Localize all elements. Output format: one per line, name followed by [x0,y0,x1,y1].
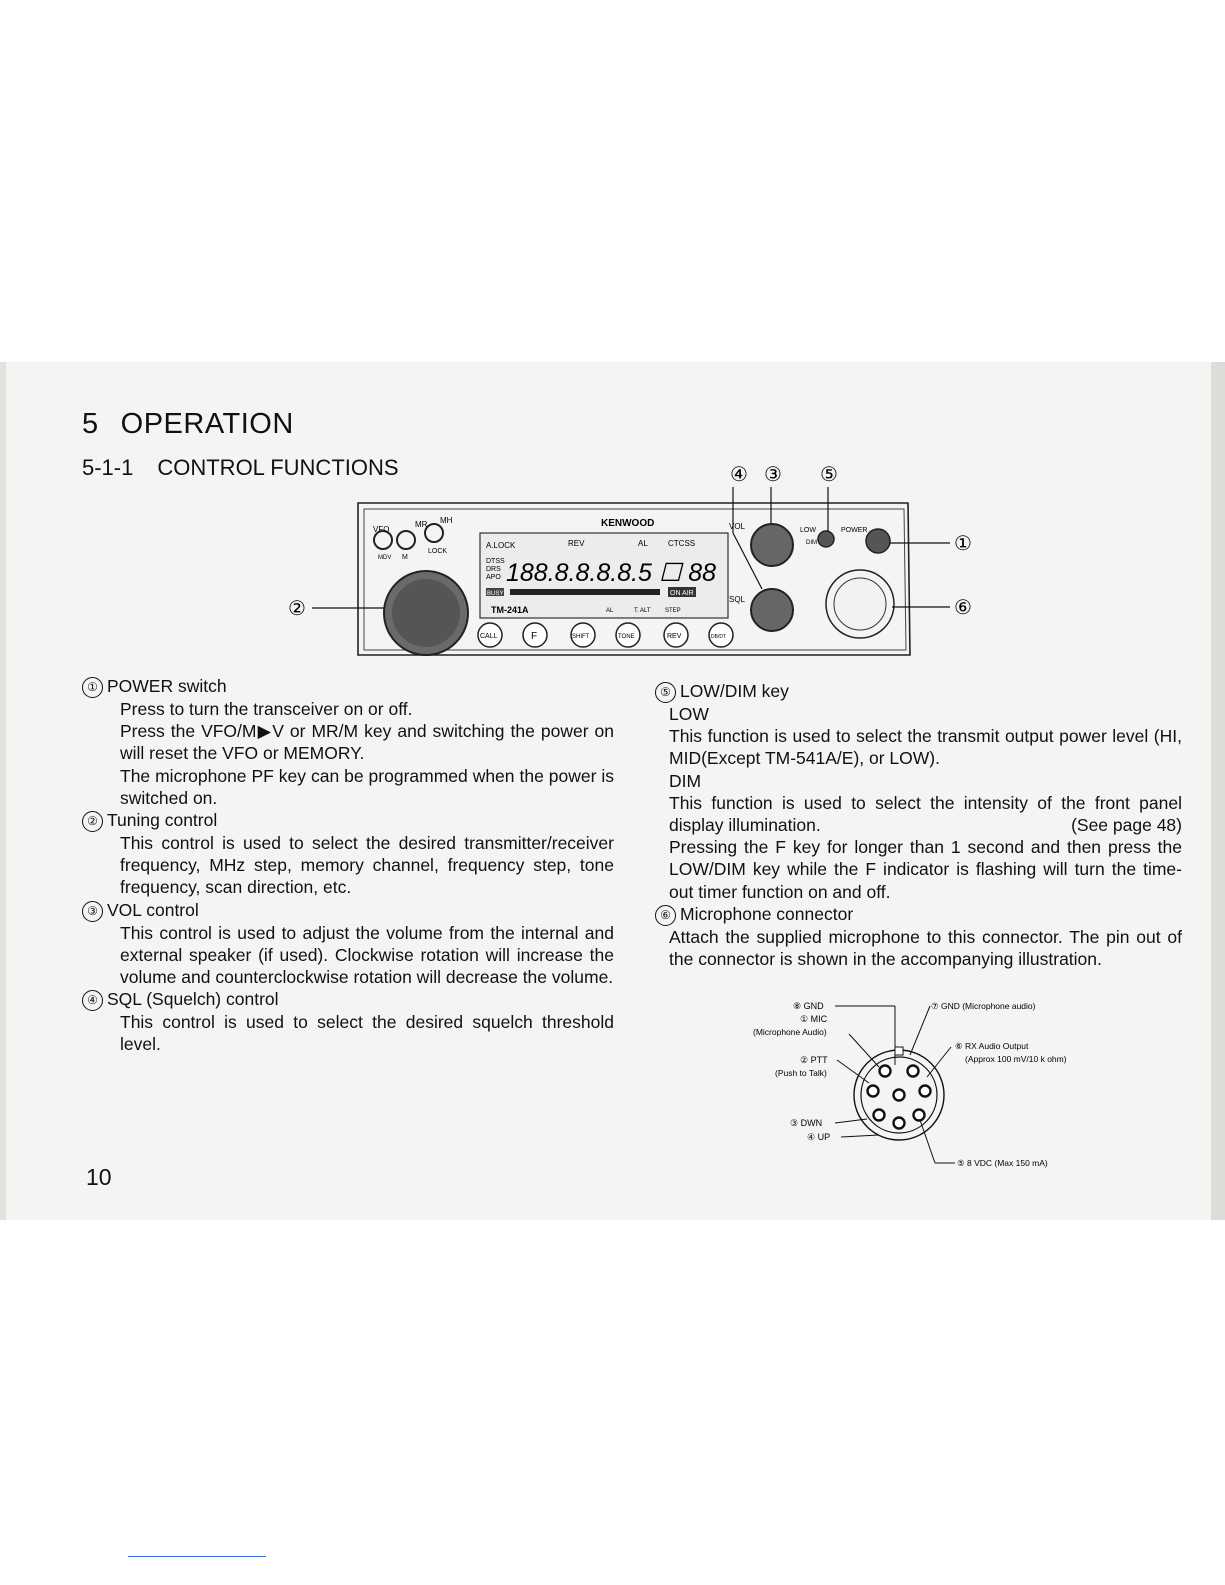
item-number: ⑥ [655,905,676,926]
model-label: TM-241A [491,605,529,615]
sql-knob [751,589,793,631]
item-text: This function is used to select the transmit output power level (HI, MID(Except TM-541A/E), or LOW). [669,726,1182,769]
vol-knob [751,524,793,566]
item-vol-control [82,899,614,922]
s-meter-bar [510,589,660,595]
low-dim-key [818,531,834,547]
item-text: Attach the supplied microphone to this connector. The pin out of the connector is shown in the accompanying illustration. [669,926,1182,970]
item-title: VOL control [107,899,199,920]
lcd-dtss: DTSS [486,558,505,565]
callout-2: ② [288,598,306,620]
item-tuning-control [82,809,614,832]
section-title: OPERATION [120,408,294,440]
tuning-knob-center [392,579,460,647]
power-label: POWER [841,527,868,534]
item-title: LOW/DIM key [680,681,789,701]
section-heading [82,408,294,441]
shift-key-label: SHIFT [572,634,590,640]
lcd-digits: 188.8.8.8.8.5 ☐ 88 [506,559,717,587]
call-key-label: CALL [480,633,498,640]
dbdt-key-label: DB/DT [711,634,726,640]
bottom-underline [128,1556,266,1557]
item-text: Press to turn the transceiver on or off. [120,699,413,719]
power-switch [866,529,890,553]
item-number: ③ [82,901,103,922]
pin-label-8vdc: ⑤ 8 VDC (Max 150 mA) [957,1158,1048,1168]
pin-label-rx-audio: ⑥ RX Audio Output [955,1041,1029,1051]
pin-label-up: ④ UP [807,1132,831,1142]
dim-label: DIM [806,540,817,546]
pin-label-ptt-desc: (Push to Talk) [775,1068,827,1078]
sub-heading-dim: DIM [669,770,702,791]
lcd-rev: REV [568,539,585,548]
item-text: This control is used to adjust the volume from the internal and external speaker (if used). Clockwise rotation will increase the volume and counterclockwise rotation will decrease the volume. [120,922,614,988]
pin-label-gnd-audio: ⑦ GND (Microphone audio) [931,1001,1036,1011]
svg-text:ON AIR: ON AIR [670,590,694,597]
lcd-drs: DRS [486,566,501,573]
tone-key-label: TONE [618,634,635,640]
callout-1: ① [954,533,972,555]
vfo-label: VFO [373,525,390,534]
item-low-dim-key [655,680,1182,703]
front-panel-figure [278,455,998,670]
brand-logo: KENWOOD [601,518,655,529]
callout-6: ⑥ [954,597,972,619]
mh-label: MH [440,516,453,525]
pin-label-rx-audio-desc: (Approx 100 mV/10 k ohm) [965,1054,1067,1064]
mr-label: MR [415,520,428,529]
pin-label-mic-desc: (Microphone Audio) [753,1027,827,1037]
item-text: This control is used to select the desired transmitter/receiver frequency, MHz step, memory channel, frequency step, tone frequency, scan direction, etc. [120,833,614,898]
step-label: STEP [665,608,681,614]
section-number: 5 [82,408,99,440]
callout-3: ③ [764,464,782,486]
low-label: LOW [800,527,816,534]
sql-label: SQL [729,595,746,604]
lcd-al: AL [638,539,648,548]
connector-pins [868,1066,931,1129]
item-number: ② [82,811,103,832]
item-number: ① [82,677,103,698]
page-reference: (See page 48) [1071,815,1182,836]
m-label: M [402,554,408,561]
svg-text:BUSY: BUSY [487,591,504,597]
callout-5: ⑤ [820,464,838,486]
lcd-ctcss: CTCSS [668,539,696,548]
item-number: ⑤ [655,682,676,703]
lcd-apo: APO [486,574,501,581]
lock-label: LOCK [428,548,448,555]
al-label: AL [606,608,614,614]
item-text: Pressing the F key for longer than 1 second and then press the LOW/DIM key while the F indicator is flashing will turn the time-out timer function on and off. [669,837,1182,902]
mh-button [425,524,443,542]
pin-label-gnd: ⑧ GND [793,1001,824,1011]
rev-key-label: REV [667,633,682,640]
lcd-alock: A.LOCK [486,541,516,550]
item-title: Microphone connector [680,903,854,924]
left-column [82,675,614,1056]
callout-4: ④ [730,464,748,486]
item-number: ④ [82,990,103,1011]
item-sql-control [82,988,614,1011]
right-column [655,680,1182,970]
subsection-number: 5-1-1 [82,455,134,480]
item-power-switch [82,675,614,698]
vol-label: VOL [729,522,746,531]
sub-heading-low: LOW [669,704,709,724]
subsection-title: CONTROL FUNCTIONS [157,455,399,480]
item-title: POWER switch [107,676,227,696]
pin-label-ptt: ② PTT [800,1055,828,1065]
front-keys [478,623,733,647]
mr-button [397,531,415,549]
f-key-label: F [531,631,538,642]
item-text: This control is used to select the desired squelch threshold level. [120,1012,614,1055]
item-microphone-connector [655,903,1182,926]
pin-label-dwn: ③ DWN [790,1118,823,1128]
connector-pinout-diagram [745,995,1115,1170]
page-number: 10 [86,1164,112,1190]
item-title: Tuning control [107,810,218,831]
scan-edge-right [1211,362,1225,1220]
mdv-label: MDV [378,555,392,561]
item-text: This function is used to select the intensity of the front panel display illumination. (See page 48) [669,792,1182,836]
scan-edge-left [0,362,6,1220]
pin-label-mic: ① MIC [800,1014,828,1024]
item-title: SQL (Squelch) control [107,989,279,1010]
item-text: The microphone PF key can be programmed when the power is switched on. [120,765,614,808]
item-text: Press the VFO/M▶V or MR/M key and switching the power on will reset the VFO or MEMORY. [120,721,614,764]
t-alt-label: T. ALT [634,608,651,614]
